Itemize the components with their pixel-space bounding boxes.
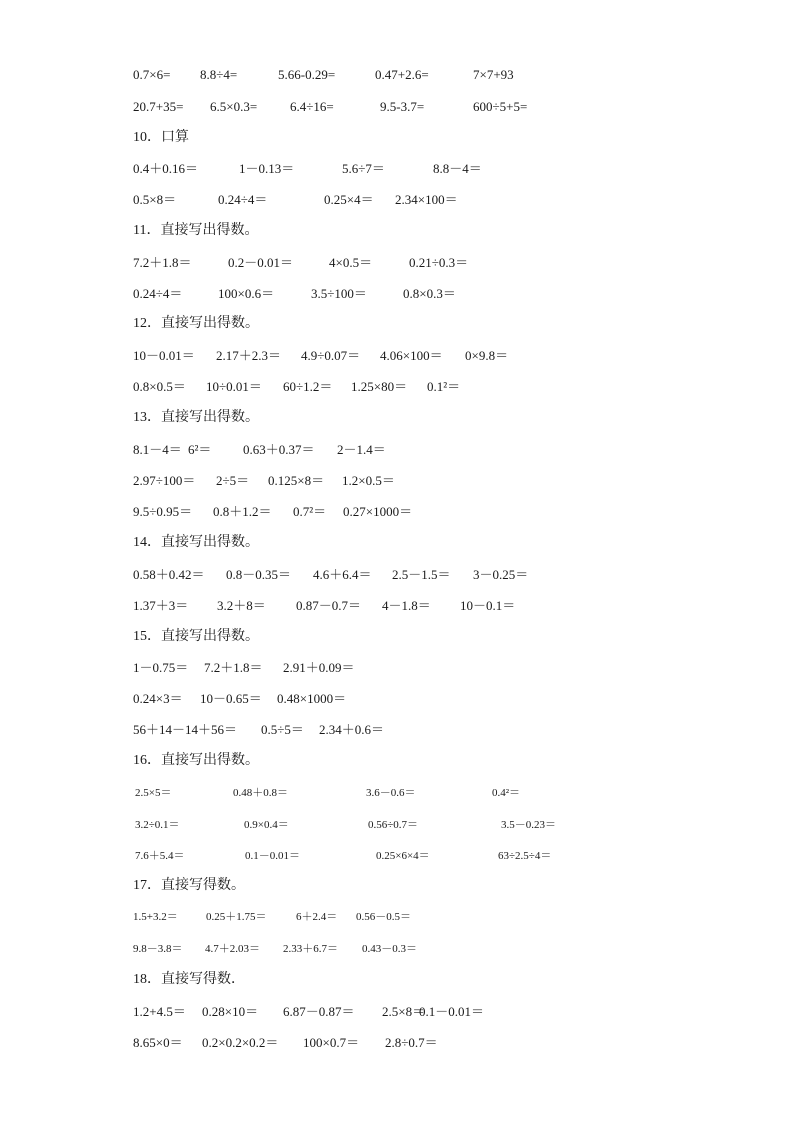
arithmetic-problem: 4.7＋2.03＝ xyxy=(205,943,260,955)
question-heading: 11．直接写出得数。 xyxy=(133,223,259,238)
arithmetic-problem: 63÷2.5÷4＝ xyxy=(498,850,552,862)
problem-row xyxy=(133,938,693,960)
arithmetic-problem: 0.28×10＝ xyxy=(202,1004,259,1019)
problem-row xyxy=(133,564,693,586)
arithmetic-problem: 0.8＋1.2＝ xyxy=(213,504,272,519)
arithmetic-problem: 6.87－0.87＝ xyxy=(283,1004,355,1019)
arithmetic-problem: 0.56÷0.7＝ xyxy=(368,819,419,831)
problem-row xyxy=(133,470,693,492)
question-heading: 10．口算 xyxy=(133,130,189,145)
arithmetic-problem: 4.6＋6.4＝ xyxy=(313,567,372,582)
arithmetic-problem: 0.27×1000＝ xyxy=(343,504,413,519)
arithmetic-problem: 0.1－0.01＝ xyxy=(419,1004,485,1019)
arithmetic-problem: 2.91＋0.09＝ xyxy=(283,660,355,675)
arithmetic-problem: 0.25＋1.75＝ xyxy=(206,911,267,923)
arithmetic-problem: 0.5×8＝ xyxy=(133,192,177,207)
arithmetic-problem: 0.48×1000＝ xyxy=(277,691,347,706)
problem-row xyxy=(133,252,693,274)
question-heading: 13．直接写出得数。 xyxy=(133,410,259,425)
arithmetic-problem: 4×0.5＝ xyxy=(329,255,373,270)
arithmetic-problem: 7×7+93 xyxy=(473,67,514,82)
arithmetic-problem: 56＋14－14＋56＝ xyxy=(133,722,238,737)
arithmetic-problem: 8.1－4＝ xyxy=(133,442,182,457)
arithmetic-problem: 600÷5+5= xyxy=(473,99,528,114)
question-heading: 12．直接写出得数。 xyxy=(133,316,259,331)
arithmetic-problem: 3.5－0.23＝ xyxy=(501,819,556,831)
arithmetic-problem: 8.8－4＝ xyxy=(433,161,482,176)
arithmetic-problem: 2.33＋6.7＝ xyxy=(283,943,338,955)
arithmetic-problem: 20.7+35= xyxy=(133,99,184,114)
arithmetic-problem: 4.9÷0.07＝ xyxy=(301,348,361,363)
problem-row xyxy=(133,814,693,836)
arithmetic-problem: 4－1.8＝ xyxy=(382,598,431,613)
question-heading: 16．直接写出得数。 xyxy=(133,753,259,768)
arithmetic-problem: 0.125×8＝ xyxy=(268,473,325,488)
arithmetic-problem: 10÷0.01＝ xyxy=(206,379,262,394)
arithmetic-problem: 5.6÷7＝ xyxy=(342,161,385,176)
arithmetic-problem: 1.5+3.2＝ xyxy=(133,911,178,923)
arithmetic-problem: 7.2＋1.8＝ xyxy=(204,660,263,675)
arithmetic-problem: 0.58＋0.42＝ xyxy=(133,567,205,582)
problem-row xyxy=(133,345,693,367)
arithmetic-problem: 0.24×3＝ xyxy=(133,691,183,706)
problem-row xyxy=(133,595,693,617)
arithmetic-problem: 3.5÷100＝ xyxy=(311,286,367,301)
problem-row xyxy=(133,96,693,118)
arithmetic-problem: 2.5×8＝ xyxy=(382,1004,426,1019)
arithmetic-problem: 8.8÷4= xyxy=(200,67,238,82)
arithmetic-problem: 2.8÷0.7＝ xyxy=(385,1035,438,1050)
arithmetic-problem: 2.5－1.5＝ xyxy=(392,567,451,582)
arithmetic-problem: 3.2÷0.1＝ xyxy=(135,819,180,831)
arithmetic-problem: 0.2－0.01＝ xyxy=(228,255,294,270)
arithmetic-problem: 9.8－3.8＝ xyxy=(133,943,183,955)
arithmetic-problem: 1.2×0.5＝ xyxy=(342,473,395,488)
arithmetic-problem: 0.4＋0.16＝ xyxy=(133,161,199,176)
arithmetic-problem: 2.34＋0.6＝ xyxy=(319,722,385,737)
problem-row xyxy=(133,439,693,461)
arithmetic-problem: 1－0.13＝ xyxy=(239,161,295,176)
question-heading: 18．直接写得数． xyxy=(133,972,245,987)
arithmetic-problem: 100×0.6＝ xyxy=(218,286,275,301)
arithmetic-problem: 1.25×80＝ xyxy=(351,379,408,394)
arithmetic-problem: 60÷1.2＝ xyxy=(283,379,333,394)
arithmetic-problem: 0.87－0.7＝ xyxy=(296,598,362,613)
arithmetic-problem: 2.5×5＝ xyxy=(135,787,172,799)
arithmetic-problem: 0.1－0.01＝ xyxy=(245,850,300,862)
arithmetic-problem: 3.6－0.6＝ xyxy=(366,787,416,799)
arithmetic-problem: 6²＝ xyxy=(188,442,212,457)
arithmetic-problem: 0.9×0.4＝ xyxy=(244,819,289,831)
problem-row xyxy=(133,657,693,679)
arithmetic-problem: 9.5÷0.95＝ xyxy=(133,504,193,519)
arithmetic-problem: 8.65×0＝ xyxy=(133,1035,183,1050)
arithmetic-problem: 4.06×100＝ xyxy=(380,348,443,363)
arithmetic-problem: 0.24÷4＝ xyxy=(133,286,183,301)
arithmetic-problem: 0×9.8＝ xyxy=(465,348,509,363)
problem-row xyxy=(133,376,693,398)
arithmetic-problem: 0.5÷5＝ xyxy=(261,722,304,737)
problem-row xyxy=(133,283,693,305)
arithmetic-problem: 1.37＋3＝ xyxy=(133,598,189,613)
arithmetic-problem: 0.8×0.3＝ xyxy=(403,286,456,301)
arithmetic-problem: 0.8－0.35＝ xyxy=(226,567,292,582)
arithmetic-problem: 3.2＋8＝ xyxy=(217,598,266,613)
arithmetic-problem: 1－0.75＝ xyxy=(133,660,189,675)
arithmetic-problem: 0.25×6×4＝ xyxy=(376,850,430,862)
arithmetic-problem: 0.43－0.3＝ xyxy=(362,943,417,955)
problem-row xyxy=(133,906,693,928)
arithmetic-problem: 0.24÷4＝ xyxy=(218,192,268,207)
arithmetic-problem: 2÷5＝ xyxy=(216,473,250,488)
arithmetic-problem: 0.48＋0.8＝ xyxy=(233,787,288,799)
arithmetic-problem: 2.17＋2.3＝ xyxy=(216,348,282,363)
arithmetic-problem: 100×0.7＝ xyxy=(303,1035,360,1050)
arithmetic-problem: 0.21÷0.3＝ xyxy=(409,255,469,270)
arithmetic-problem: 0.25×4＝ xyxy=(324,192,374,207)
arithmetic-problem: 6.4÷16= xyxy=(290,99,334,114)
arithmetic-problem: 2.97÷100＝ xyxy=(133,473,196,488)
problem-row xyxy=(133,719,693,741)
problem-row xyxy=(133,688,693,710)
arithmetic-problem: 9.5-3.7= xyxy=(380,99,425,114)
question-heading: 15．直接写出得数。 xyxy=(133,629,259,644)
arithmetic-problem: 10－0.65＝ xyxy=(200,691,262,706)
problem-row xyxy=(133,1032,693,1054)
arithmetic-problem: 3－0.25＝ xyxy=(473,567,529,582)
arithmetic-problem: 6.5×0.3= xyxy=(210,99,258,114)
problem-row xyxy=(133,501,693,523)
arithmetic-problem: 0.47+2.6= xyxy=(375,67,429,82)
problem-row xyxy=(133,189,693,211)
problem-row xyxy=(133,845,693,867)
arithmetic-problem: 6＋2.4＝ xyxy=(296,911,338,923)
arithmetic-problem: 0.7×6= xyxy=(133,67,171,82)
arithmetic-problem: 0.63＋0.37＝ xyxy=(243,442,315,457)
arithmetic-problem: 0.56－0.5＝ xyxy=(356,911,411,923)
arithmetic-problem: 5.66-0.29= xyxy=(278,67,336,82)
arithmetic-problem: 2－1.4＝ xyxy=(337,442,386,457)
arithmetic-problem: 1.2+4.5＝ xyxy=(133,1004,186,1019)
arithmetic-problem: 0.4²＝ xyxy=(492,787,521,799)
question-heading: 14．直接写出得数。 xyxy=(133,535,259,550)
problem-row xyxy=(133,1001,693,1023)
arithmetic-problem: 0.2×0.2×0.2＝ xyxy=(202,1035,279,1050)
arithmetic-problem: 0.1²＝ xyxy=(427,379,461,394)
problem-row xyxy=(133,158,693,180)
arithmetic-problem: 10－0.01＝ xyxy=(133,348,195,363)
arithmetic-problem: 7.6＋5.4＝ xyxy=(135,850,185,862)
question-heading: 17．直接写得数。 xyxy=(133,878,245,893)
problem-row xyxy=(133,64,693,86)
arithmetic-problem: 10－0.1＝ xyxy=(460,598,516,613)
arithmetic-problem: 2.34×100＝ xyxy=(395,192,458,207)
arithmetic-problem: 0.8×0.5＝ xyxy=(133,379,186,394)
arithmetic-problem: 7.2＋1.8＝ xyxy=(133,255,192,270)
problem-row xyxy=(133,782,693,804)
arithmetic-problem: 0.7²＝ xyxy=(293,504,327,519)
